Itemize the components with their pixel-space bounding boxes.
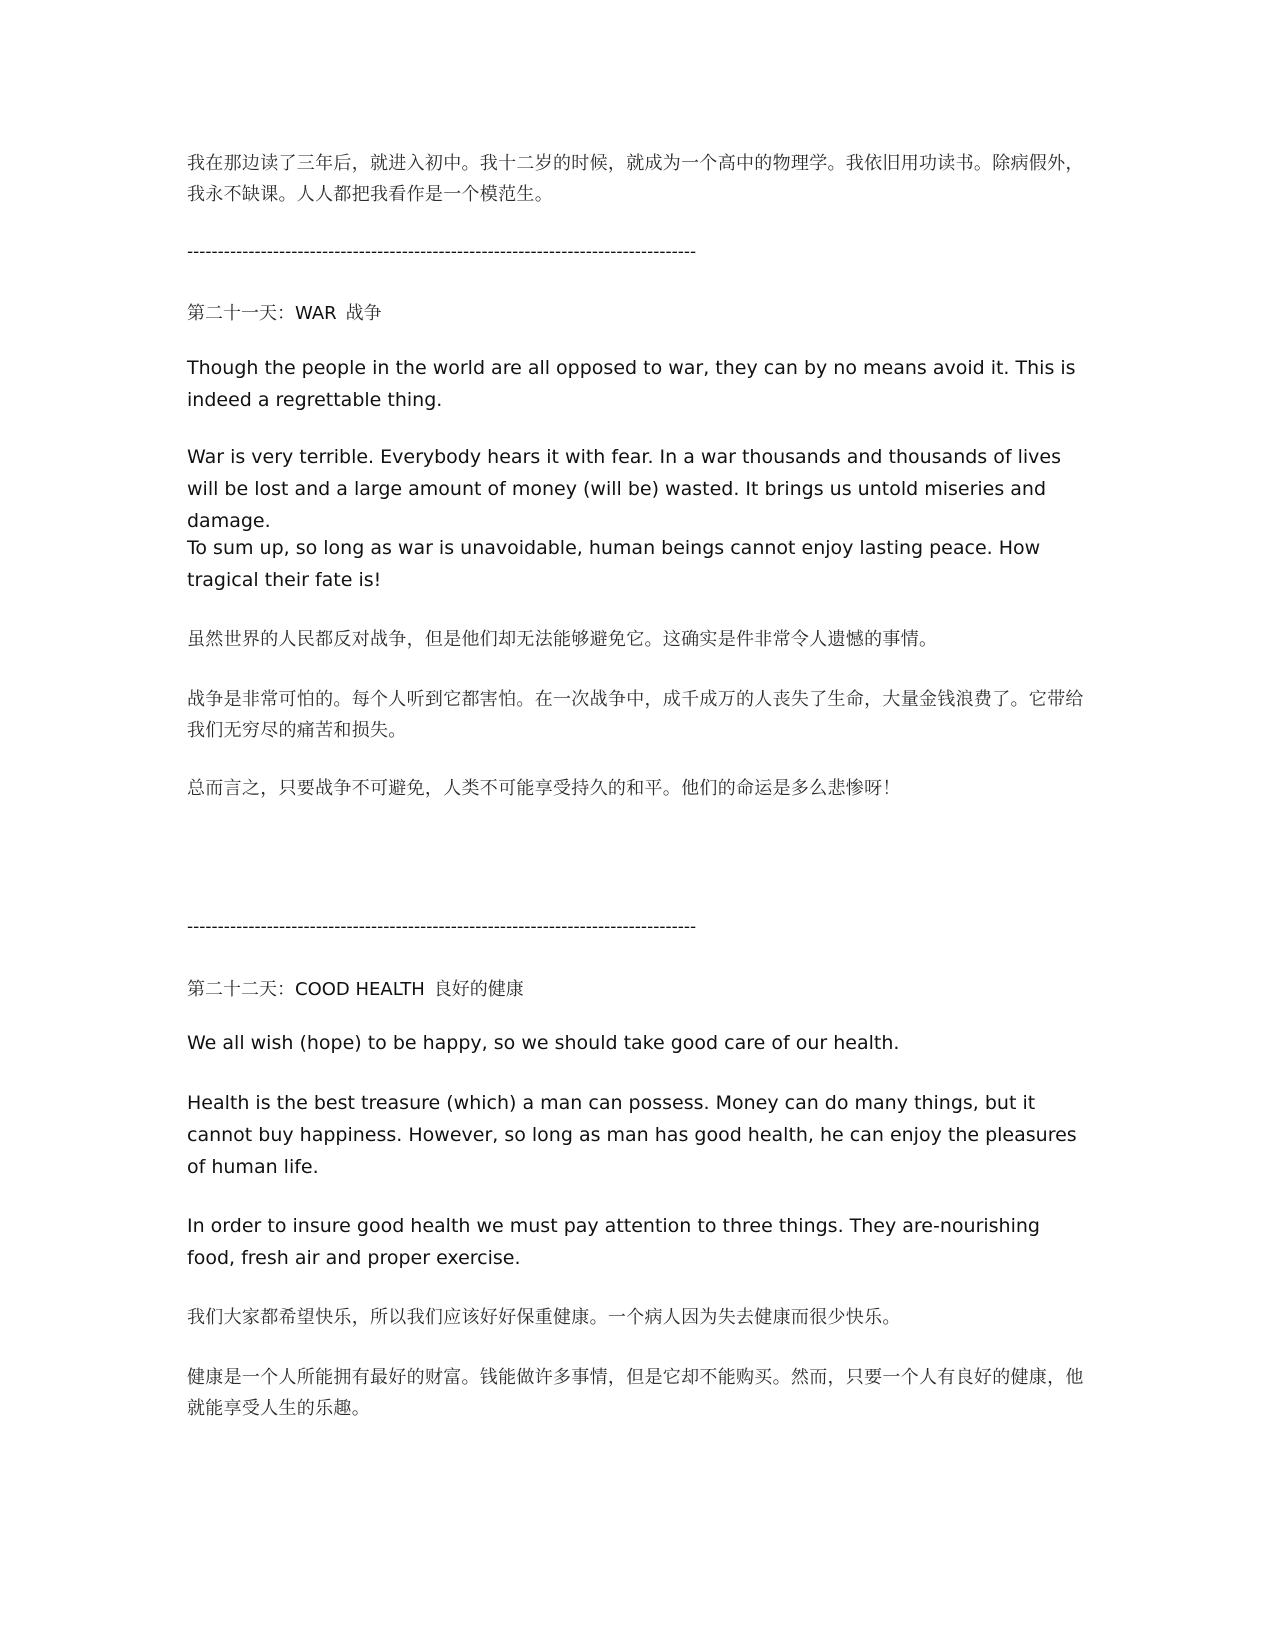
heading-english: WAR — [295, 303, 337, 324]
section-separator: ----------------------------------------------------------------------------------- — [187, 917, 697, 937]
chinese-paragraph: 我们大家都希望快乐，所以我们应该好好保重健康。一个病人因为失去健康而很少快乐。 — [187, 1307, 901, 1328]
english-paragraph: In order to insure good health we must pay attention to three things. They are-nourishing food, fresh air and proper exercise. — [187, 1215, 1040, 1269]
heading-prefix: 第二十一天： — [187, 303, 295, 324]
heading-english: COOD HEALTH — [295, 979, 425, 1000]
intro-paragraph: 我在那边读了三年后，就进入初中。我十二岁的时候，就成为一个高中的物理学。我依旧用功读书。除病假外，我永不缺课。人人都把我看作是一个模范生。 — [187, 153, 1084, 205]
english-paragraph: To sum up, so long as war is unavoidable, human beings cannot enjoy lasting peace. How tragical their fate is! — [187, 537, 1041, 591]
english-paragraph: Though the people in the world are all opposed to war, they can by no means avoid it. This is indeed a regrettable thing. — [187, 357, 1076, 411]
section-heading-day21 — [187, 298, 1087, 329]
section-heading-day22 — [187, 974, 1087, 1005]
section-separator: ----------------------------------------------------------------------------------- — [187, 242, 697, 262]
english-paragraph: War is very terrible. Everybody hears it with fear. In a war thousands and thousands of lives will be lost and a large amount of money (will be) wasted. It brings us untold miseries and damage. — [187, 446, 1061, 532]
chinese-paragraph: 总而言之，只要战争不可避免，人类不可能享受持久的和平。他们的命运是多么悲惨呀！ — [187, 778, 901, 799]
english-paragraph: We all wish (hope) to be happy, so we should take good care of our health. — [187, 1032, 900, 1054]
chinese-paragraph: 健康是一个人所能拥有最好的财富。钱能做许多事情，但是它却不能购买。然而，只要一个人有良好的健康，他就能享受人生的乐趣。 — [187, 1367, 1084, 1419]
english-paragraph: Health is the best treasure (which) a man can possess. Money can do many things, but it cannot buy happiness. However, so long as man has good health, he can enjoy the pleasures of human life. — [187, 1092, 1077, 1178]
heading-chinese: 战争 — [345, 303, 382, 324]
heading-prefix: 第二十二天： — [187, 979, 295, 1000]
chinese-paragraph: 战争是非常可怕的。每个人听到它都害怕。在一次战争中，成千成万的人丧失了生命，大量金钱浪费了。它带给我们无穷尽的痛苦和损失。 — [187, 689, 1084, 741]
chinese-paragraph: 虽然世界的人民都反对战争，但是他们却无法能够避免它。这确实是件非常令人遗憾的事情。 — [187, 629, 938, 650]
heading-chinese: 良好的健康 — [433, 979, 524, 1000]
